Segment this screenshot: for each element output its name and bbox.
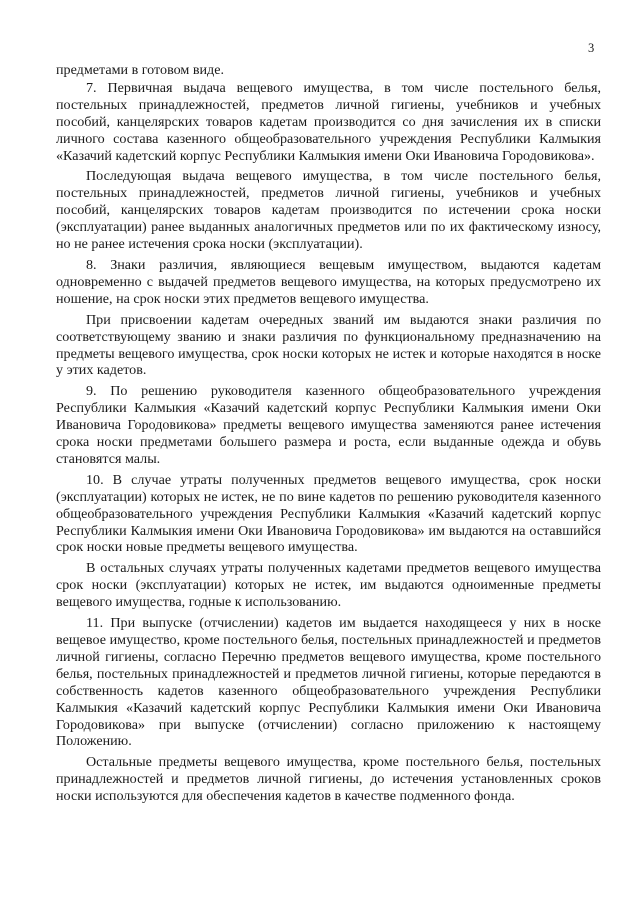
document-body	[56, 62, 601, 809]
paragraph-item-9: 9. По решению руководителя казенного общеобразовательного учреждения Республики Калмыкия «Казачий кадетский корпус Республики Калмыкия имени Оки Ивановича Городовикова» предметы вещевого имущества заменяются ранее истечения срока носки предметами большего размера и роста, если выданные одежда и обувь становятся малы.	[56, 383, 601, 467]
paragraph-other-loss-cases: В остальных случаях утраты полученных кадетами предметов вещевого имущества срок носки (эксплуатации) которых не истек, им выдаются одноименные предметы вещевого имущества, годные к использованию.	[56, 560, 601, 611]
paragraph-item-11: 11. При выпуске (отчислении) кадетов им выдается находящееся у них в носке вещевое имущество, кроме постельного белья, постельных принадлежностей и предметов личной гигиены, согласно Перечню предметов вещевого имущества, кроме постельного белья, постельных принадлежностей и предметов личной гигиены, которые передаются в собственность кадетов казенного общеобразовательного учреждения Республики Калмыкия «Казачий кадетский корпус Республики Калмыкия имени Оки Ивановича Городовикова» при выпуске (отчислении) согласно приложению к настоящему Положению.	[56, 615, 601, 750]
paragraph-subsequent-issue: Последующая выдача вещевого имущества, в том числе постельного белья, постельных принадлежностей, предметов личной гигиены, учебников и учебных пособий, канцелярских товаров кадетам производится по истечении срока носки (эксплуатации) ранее выданных аналогичных предметов или по их фактическому износу, но не ранее истечения срока носки (эксплуатации).	[56, 168, 601, 253]
paragraph-remaining-items: Остальные предметы вещевого имущества, кроме постельного белья, постельных принадлежностей и предметов личной гигиены, до истечения установленных сроков носки используются для обеспечения кадетов в качестве подменного фонда.	[56, 754, 601, 805]
paragraph-item-8: 8. Знаки различия, являющиеся вещевым имуществом, выдаются кадетам одновременно с выдачей предметов вещевого имущества, на которых предусмотрено их ношение, на срок носки этих предметов вещевого имущества.	[56, 256, 601, 307]
paragraph-continuation: предметами в готовом виде.	[56, 62, 224, 78]
page-number: 3	[588, 41, 595, 55]
paragraph-item-7: 7. Первичная выдача вещевого имущества, в том числе постельного белья, постельных принадлежностей, предметов личной гигиены, учебников и учебных пособий, канцелярских товаров кадетам производится со дня зачисления их в списки личного состава казенного общеобразовательного учреждения Республики Калмыкия «Казачий кадетский корпус Республики Калмыкия имени Оки Ивановича Городовикова».	[56, 79, 601, 164]
paragraph-item-10: 10. В случае утраты полученных предметов вещевого имущества, срок носки (эксплуатации) которых не истек, не по вине кадетов по решению руководителя казенного общеобразовательного учреждения Республики Калмыкия «Казачий кадетский корпус Республики Калмыкия имени Оки Ивановича Городовикова» им выдаются на оставшийся срок носки новые предметы вещевого имущества.	[56, 471, 601, 556]
paragraph-rank-insignia: При присвоении кадетам очередных званий им выдаются знаки различия по соответствующему званию и знаки различия по функциональному предназначению на предметы вещевого имущества, срок носки которых не истек и которые находятся в носке у этих кадетов.	[56, 311, 601, 379]
